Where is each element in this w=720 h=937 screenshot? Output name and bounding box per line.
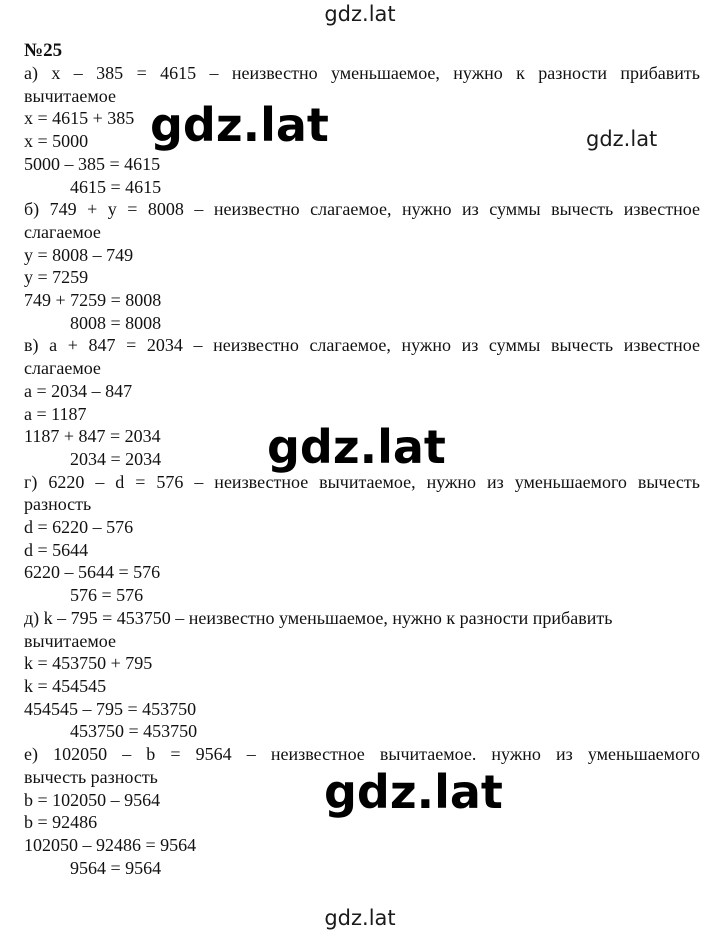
solution-line: 2034 = 2034 <box>70 448 162 469</box>
solution-line: y = 7259 <box>24 267 89 288</box>
solution-line: b = 92486 <box>24 812 98 833</box>
solution-line: вычесть разность <box>24 766 158 787</box>
solution-line: y = 8008 – 749 <box>24 244 134 265</box>
watermark-small-right: gdz.lat <box>586 127 658 151</box>
exercise-number: №25 <box>24 40 63 61</box>
solution-line: д) k – 795 = 453750 – неизвестно уменьшаемое, нужно к разности прибавить <box>24 607 613 628</box>
solution-line: а) x – 385 = 4615 – неизвестно уменьшаемое, нужно к разности прибавить <box>24 63 700 83</box>
solution-line: 749 + 7259 = 8008 <box>24 290 162 311</box>
solution-line: 576 = 576 <box>70 585 144 606</box>
solution-line: е) 102050 – b = 9564 – неизвестное вычитаемое. нужно из уменьшаемого <box>24 744 700 765</box>
solution-line: 453750 = 453750 <box>70 721 198 742</box>
solution-line: слагаемое <box>24 358 101 379</box>
solution-line: г) 6220 – d = 576 – неизвестное вычитаемое, нужно из уменьшаемого вычесть <box>24 471 700 492</box>
solution-line: 8008 = 8008 <box>70 312 162 333</box>
watermark-big-1: gdz.lat <box>150 98 329 152</box>
solution-line: d = 5644 <box>24 539 89 560</box>
solution-line: 102050 – 92486 = 9564 <box>24 834 197 855</box>
watermark-bottom: gdz.lat <box>324 906 396 930</box>
solution-line: 1187 + 847 = 2034 <box>24 426 161 447</box>
solution-line: 454545 – 795 = 453750 <box>24 698 197 719</box>
solution-line: x = 5000 <box>24 131 89 152</box>
watermark-top: gdz.lat <box>324 2 396 26</box>
watermark-big-3: gdz.lat <box>324 765 503 819</box>
solution-line: k = 453750 + 795 <box>24 653 153 674</box>
solution-line: слагаемое <box>24 221 101 242</box>
watermark-big-2: gdz.lat <box>267 420 446 474</box>
solution-line: 4615 = 4615 <box>70 176 162 197</box>
solution-line: вычитаемое <box>24 630 116 651</box>
solution-line: a = 1187 <box>24 403 87 424</box>
solution-line: a = 2034 – 847 <box>24 380 133 401</box>
solution-line: вычитаемое <box>24 85 116 106</box>
solution-line: в) a + 847 = 2034 – неизвестно слагаемое, нужно из суммы вычесть известное <box>24 335 700 356</box>
solution-line: б) 749 + y = 8008 – неизвестно слагаемое, нужно из суммы вычесть известное <box>24 199 700 220</box>
solution-line: 6220 – 5644 = 576 <box>24 562 161 583</box>
solution-line: d = 6220 – 576 <box>24 517 134 538</box>
solution-line: b = 102050 – 9564 <box>24 789 161 810</box>
solution-line: k = 454545 <box>24 675 107 696</box>
solution-line: 5000 – 385 = 4615 <box>24 153 161 174</box>
solution-line: x = 4615 + 385 <box>24 108 135 129</box>
solution-line: 9564 = 9564 <box>70 857 162 878</box>
solution-line: разность <box>24 494 92 515</box>
